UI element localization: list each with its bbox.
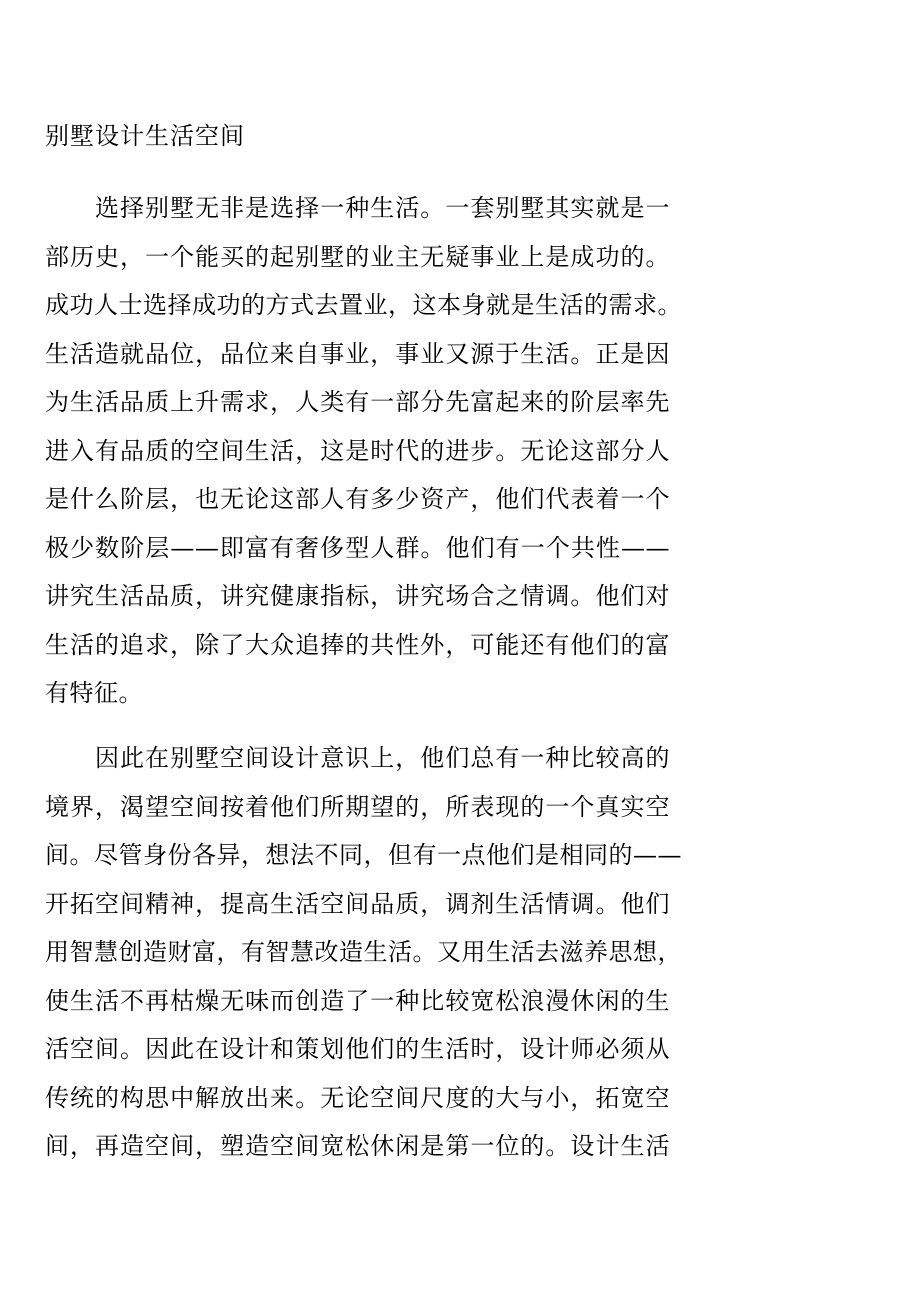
paragraph-line: 活空间。因此在设计和策划他们的生活时，设计师必须从 <box>45 1035 670 1063</box>
paragraph-line: 成功人士选择成功的方式去置业，这本身就是生活的需求。 <box>45 291 682 319</box>
paragraph-line: 因此在别墅空间设计意识上，他们总有一种比较高的 <box>95 744 670 772</box>
paragraph-line: 用智慧创造财富，有智慧改造生活。又用生活去滋养思想， <box>45 938 682 966</box>
paragraph-line: 部历史，一个能买的起别墅的业主无疑事业上是成功的。 <box>45 242 670 271</box>
paragraph-line: 传统的构思中解放出来。无论空间尺度的大与小，拓宽空 <box>45 1083 670 1112</box>
document-title: 别墅设计生活空间 <box>45 122 245 150</box>
paragraph-line: 境界，渴望空间按着他们所期望的，所表现的一个真实空 <box>45 792 670 821</box>
paragraph-line: 极少数阶层——即富有奢侈型人群。他们有一个共性—— <box>45 533 670 562</box>
paragraph-line: 进入有品质的空间生活，这是时代的进步。无论这部分人 <box>45 436 670 465</box>
paragraph-line: 为生活品质上升需求，人类有一部分先富起来的阶层率先 <box>45 388 670 416</box>
paragraph-line: 选择别墅无非是选择一种生活。一套别墅其实就是一 <box>95 194 670 222</box>
paragraph-line: 讲究生活品质，讲究健康指标，讲究场合之情调。他们对 <box>45 582 670 610</box>
paragraph-line: 使生活不再枯燥无味而创造了一种比较宽松浪漫休闲的生 <box>45 986 670 1015</box>
paragraph-line: 生活的追求，除了大众追捧的共性外，可能还有他们的富 <box>45 630 670 659</box>
paragraph-line: 生活造就品位，品位来自事业，事业又源于生活。正是因 <box>45 339 670 368</box>
paragraph-line: 间。尽管身份各异，想法不同，但有一点他们是相同的—— <box>45 841 682 869</box>
paragraph-line: 是什么阶层，也无论这部人有多少资产，他们代表着一个 <box>45 485 670 513</box>
paragraph-line: 开拓空间精神，提高生活空间品质，调剂生活情调。他们 <box>45 889 670 918</box>
paragraph-1 <box>45 184 682 718</box>
paragraph-line: 有特征。 <box>45 679 143 707</box>
paragraph-line: 间，再造空间，塑造空间宽松休闲是第一位的。设计生活 <box>45 1132 670 1160</box>
paragraph-2 <box>45 734 682 1171</box>
